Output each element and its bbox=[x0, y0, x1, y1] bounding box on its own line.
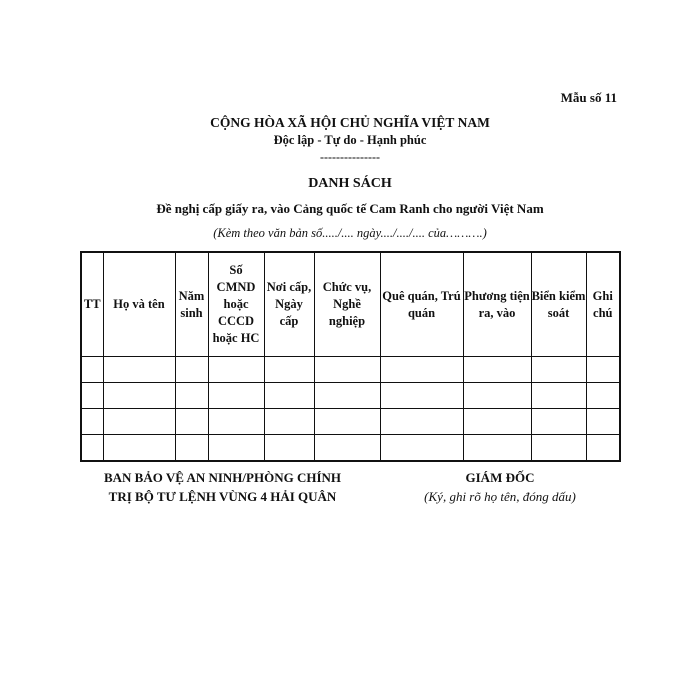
table-cell[interactable] bbox=[380, 357, 463, 383]
table-cell[interactable] bbox=[103, 383, 175, 409]
table-cell[interactable] bbox=[81, 357, 103, 383]
table-cell[interactable] bbox=[463, 357, 531, 383]
column-header-position: Chức vụ, Nghề nghiệp bbox=[314, 252, 380, 357]
left-signature-line-2: TRỊ BỘ TƯ LỆNH VÙNG 4 HẢI QUÂN bbox=[108, 489, 337, 504]
column-header-hometown: Quê quán, Trú quán bbox=[380, 252, 463, 357]
table-cell[interactable] bbox=[175, 357, 208, 383]
table-cell[interactable] bbox=[531, 435, 586, 462]
attachment-note: (Kèm theo văn bản số...../.... ngày..../..../.... của……….) bbox=[213, 226, 487, 240]
table-row bbox=[81, 435, 620, 462]
table-cell[interactable] bbox=[264, 357, 314, 383]
table-cell[interactable] bbox=[103, 435, 175, 462]
director-title: GIÁM ĐỐC bbox=[465, 470, 535, 485]
table-cell[interactable] bbox=[264, 409, 314, 435]
column-header-vehicle: Phương tiện ra, vào bbox=[463, 252, 531, 357]
table-cell[interactable] bbox=[314, 409, 380, 435]
table-cell[interactable] bbox=[208, 383, 264, 409]
table-cell[interactable] bbox=[81, 435, 103, 462]
table-cell[interactable] bbox=[463, 435, 531, 462]
table-cell[interactable] bbox=[103, 409, 175, 435]
right-signature-block bbox=[380, 468, 620, 506]
table-cell[interactable] bbox=[208, 435, 264, 462]
table-cell[interactable] bbox=[463, 383, 531, 409]
table-cell[interactable] bbox=[531, 383, 586, 409]
table-cell[interactable] bbox=[586, 409, 620, 435]
table-cell[interactable] bbox=[208, 409, 264, 435]
column-header-issue-place-date: Nơi cấp, Ngày cấp bbox=[264, 252, 314, 357]
table-cell[interactable] bbox=[314, 435, 380, 462]
table-cell[interactable] bbox=[531, 409, 586, 435]
table-cell[interactable] bbox=[264, 383, 314, 409]
column-header-license-plate: Biển kiểm soát bbox=[531, 252, 586, 357]
table-row bbox=[81, 357, 620, 383]
column-header-tt: TT bbox=[81, 252, 103, 357]
table-cell[interactable] bbox=[586, 383, 620, 409]
table-cell[interactable] bbox=[314, 357, 380, 383]
table-cell[interactable] bbox=[380, 409, 463, 435]
national-title: CỘNG HÒA XÃ HỘI CHỦ NGHĨA VIỆT NAM bbox=[210, 115, 490, 130]
document-subtitle: Đề nghị cấp giấy ra, vào Cảng quốc tế Cam Ranh cho người Việt Nam bbox=[156, 201, 544, 216]
table-cell[interactable] bbox=[175, 435, 208, 462]
column-header-notes: Ghi chú bbox=[586, 252, 620, 357]
table-cell[interactable] bbox=[314, 383, 380, 409]
table-cell[interactable] bbox=[586, 357, 620, 383]
table-cell[interactable] bbox=[380, 435, 463, 462]
table-cell[interactable] bbox=[531, 357, 586, 383]
form-number: Mẫu số 11 bbox=[560, 90, 617, 105]
column-header-id-number: Số CMND hoặc CCCD hoặc HC bbox=[208, 252, 264, 357]
table-row bbox=[81, 409, 620, 435]
table-cell[interactable] bbox=[103, 357, 175, 383]
signature-instruction: (Ký, ghi rõ họ tên, đóng dấu) bbox=[424, 489, 576, 504]
registry-table bbox=[80, 251, 621, 462]
table-cell[interactable] bbox=[586, 435, 620, 462]
left-signature-line-1: BAN BẢO VỆ AN NINH/PHÒNG CHÍNH bbox=[103, 470, 342, 485]
column-header-birth-year: Năm sinh bbox=[175, 252, 208, 357]
column-header-full-name: Họ và tên bbox=[103, 252, 175, 357]
table-cell[interactable] bbox=[463, 409, 531, 435]
table-cell[interactable] bbox=[380, 383, 463, 409]
table-cell[interactable] bbox=[175, 409, 208, 435]
left-signature-block bbox=[80, 468, 365, 506]
table-header-row bbox=[81, 252, 620, 357]
national-motto: Độc lập - Tự do - Hạnh phúc bbox=[273, 133, 427, 147]
table-cell[interactable] bbox=[175, 383, 208, 409]
document-title: DANH SÁCH bbox=[308, 176, 392, 191]
table-cell[interactable] bbox=[208, 357, 264, 383]
table-cell[interactable] bbox=[264, 435, 314, 462]
header-divider: --------------- bbox=[320, 150, 380, 164]
table-row bbox=[81, 383, 620, 409]
table-cell[interactable] bbox=[81, 409, 103, 435]
table-cell[interactable] bbox=[81, 383, 103, 409]
